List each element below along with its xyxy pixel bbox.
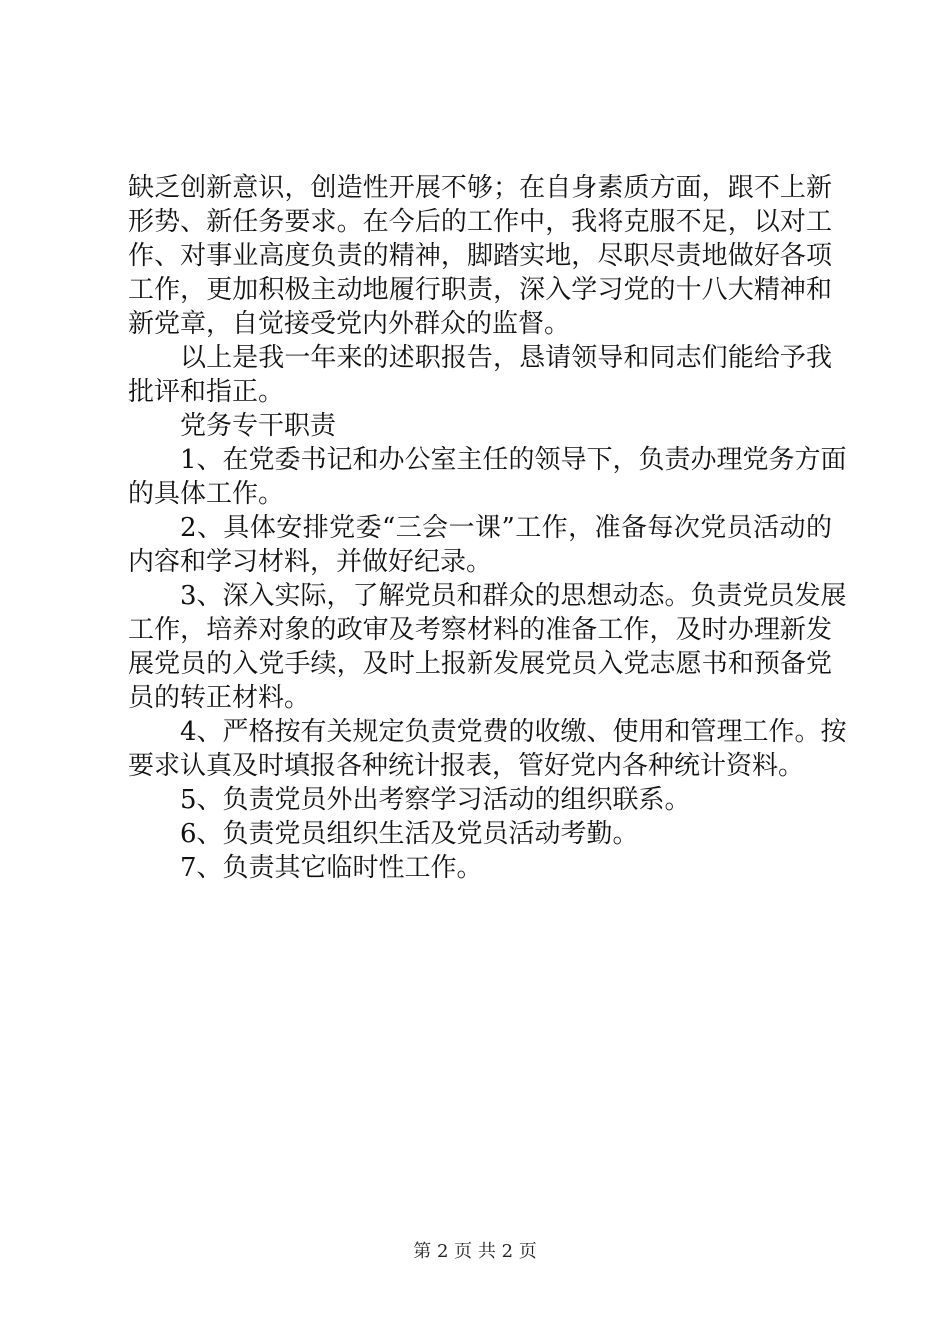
paragraph-line: 2、具体安排党委“三会一课”工作，准备每次党员活动的 — [180, 513, 832, 543]
paragraph — [128, 409, 832, 443]
paragraph-line: 工作，更加积极主动地履行职责，深入学习党的十八大精神和 — [128, 275, 832, 305]
paragraph-line: 批评和指正。 — [128, 377, 285, 407]
paragraph-line: 1、在党委书记和办公室主任的领导下，负责办理党务方面 — [180, 445, 847, 475]
page-footer — [0, 1240, 950, 1264]
paragraph-line: 5、负责党员外出考察学习活动的组织联系。 — [180, 785, 691, 815]
paragraph-line: 以上是我一年来的述职报告，恳请领导和同志们能给予我 — [180, 343, 832, 373]
paragraph-line: 4、严格按有关规定负责党费的收缴、使用和管理工作。按 — [180, 717, 847, 747]
paragraph — [128, 851, 832, 885]
paragraph — [128, 171, 832, 341]
paragraph-line: 要求认真及时填报各种统计报表，管好党内各种统计资料。 — [128, 751, 805, 781]
paragraph-line: 7、负责其它临时性工作。 — [180, 853, 483, 883]
paragraph-line: 作、对事业高度负责的精神，脚踏实地，尽职尽责地做好各项 — [128, 241, 832, 271]
paragraph-line: 党务专干职责 — [180, 411, 337, 441]
paragraph-line: 缺乏创新意识，创造性开展不够；在自身素质方面，跟不上新 — [128, 173, 832, 203]
paragraph-line: 员的转正材料。 — [128, 683, 311, 713]
document-body — [128, 171, 847, 885]
paragraph-line: 工作，培养对象的政审及考察材料的准备工作，及时办理新发 — [128, 615, 832, 645]
paragraph — [128, 579, 847, 715]
paragraph-line: 形势、新任务要求。在今后的工作中，我将克服不足，以对工 — [128, 207, 832, 237]
page-number-label: 第 2 页 共 2 页 — [413, 1241, 537, 1262]
paragraph — [128, 817, 832, 851]
paragraph — [128, 783, 832, 817]
paragraph — [128, 443, 847, 511]
paragraph — [128, 511, 832, 579]
paragraph — [128, 341, 832, 409]
paragraph-line: 6、负责党员组织生活及党员活动考勤。 — [180, 819, 639, 849]
paragraph-line: 新党章，自觉接受党内外群众的监督。 — [128, 309, 571, 339]
paragraph-line: 3、深入实际，了解党员和群众的思想动态。负责党员发展 — [180, 581, 847, 611]
paragraph-line: 的具体工作。 — [128, 479, 285, 509]
paragraph — [128, 715, 847, 783]
paragraph-line: 展党员的入党手续，及时上报新发展党员入党志愿书和预备党 — [128, 649, 832, 679]
paragraph-line: 内容和学习材料，并做好纪录。 — [128, 547, 493, 577]
